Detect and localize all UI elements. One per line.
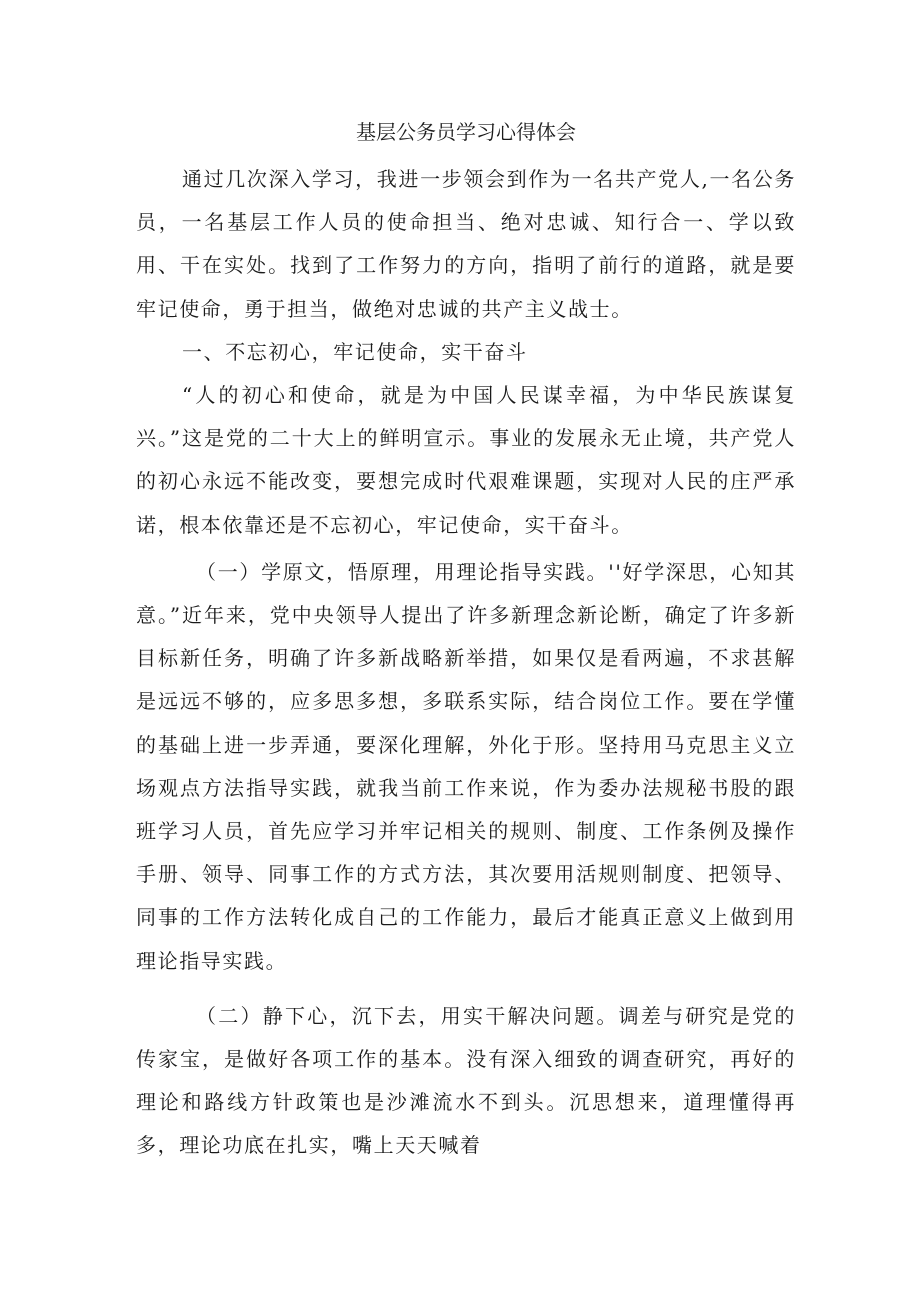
intro-paragraph: 通过几次深入学习，我进一步领会到作为一名共产党人,一名公务员，一名基层工作人员的使命担当、绝对忠诚、知行合一、学以致用、干在实处。找到了工作努力的方向，指明了前行的道路，就是要牢记使命，勇于担当，做绝对忠诚的共产主义战士。 bbox=[136, 167, 796, 321]
subsection-1-paragraph: （一）学原文，悟原理，用理论指导实践。''好学深思，心知其意。”近年来，党中央领导人提出了许多新理念新论断，确定了许多新目标新任务，明确了许多新战略新举措，如果仅是看两遍，不求甚解是远远不够的，应多思多想，多联系实际，结合岗位工作。要在学懂的基础上进一步弄通，要深化理解，外化于形。坚持用马克思主义立场观点方法指导实践，就我当前工作来说，作为委办法规秘书股的跟班学习人员，首先应学习并牢记相关的规则、制度、工作条例及操作手册、领导、同事工作的方式方法，其次要用活规则制度、把领导、同事的工作方法转化成自己的工作能力，最后才能真正意义上做到用理论指导实践。 bbox=[136, 559, 796, 973]
document-page bbox=[136, 110, 796, 1168]
document-title: 基层公务员学习心得体会 bbox=[356, 120, 576, 144]
subsection-2-paragraph: （二）静下心，沉下去，用实干解决问题。调差与研究是党的传家宝，是做好各项工作的基本。没有深入细致的调查研究，再好的理论和路线方针政策也是沙滩流水不到头。沉思想来，道理懂得再多，理论功底在扎实，嘴上天天喊着 bbox=[136, 1003, 796, 1158]
section-1-paragraph: “人的初心和使命，就是为中国人民谋幸福，为中华民族谋复兴。”这是党的二十大上的鲜明宣示。事业的发展永无止境，共产党人的初心永远不能改变，要想完成时代艰难课题，实现对人民的庄严承诺，根本依靠还是不忘初心，牢记使命，实干奋斗。 bbox=[136, 383, 796, 537]
spacer bbox=[136, 983, 796, 995]
section-1-heading: 一、不忘初心，牢记使命，实干奋斗 bbox=[182, 339, 528, 364]
